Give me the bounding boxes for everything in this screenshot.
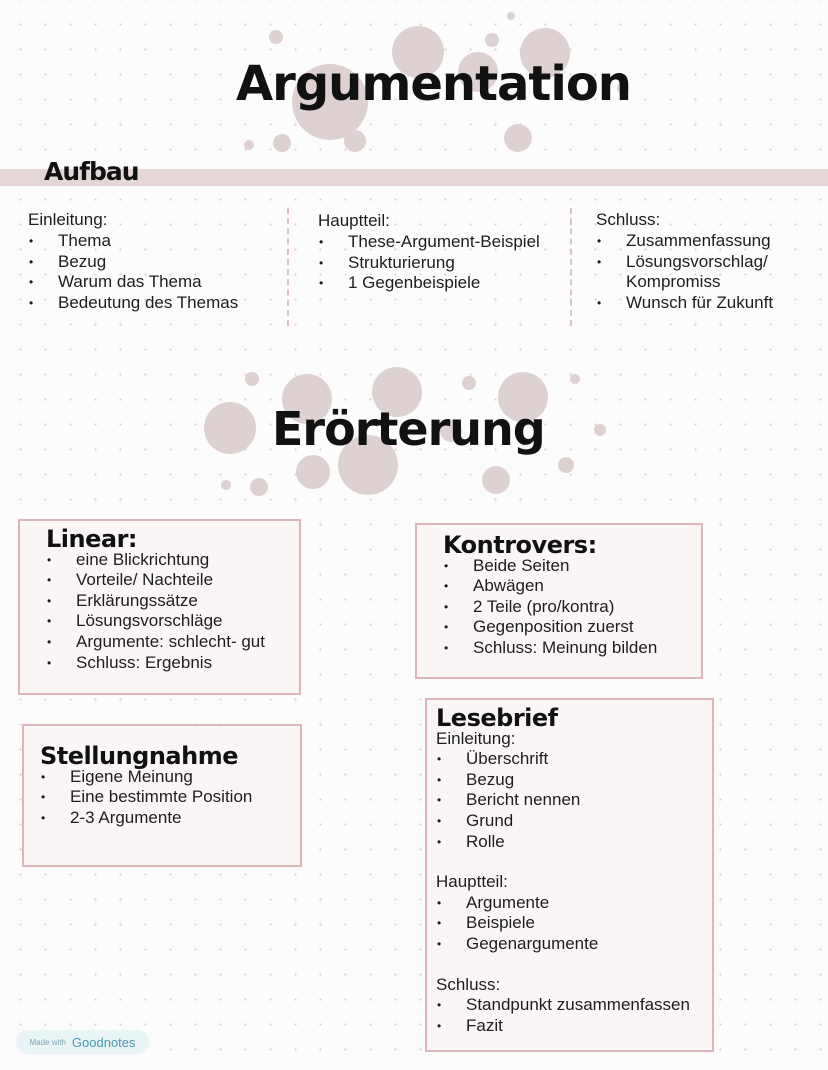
list-item: • Lösungsvorschläge bbox=[46, 611, 299, 632]
list-item: • Beispiele bbox=[436, 913, 712, 934]
goodnotes-badge bbox=[16, 1030, 149, 1054]
list-item: • Bericht nennen bbox=[436, 790, 712, 811]
decor-bubble bbox=[273, 134, 291, 152]
list-item: • Vorteile/ Nachteile bbox=[46, 570, 299, 591]
decor-bubble bbox=[250, 478, 268, 496]
list-item: • Zusammenfassung bbox=[596, 231, 796, 252]
list-item: • Bezug bbox=[436, 770, 712, 791]
box-title: Kontrovers: bbox=[443, 531, 597, 559]
aufbau-column-schluss bbox=[596, 210, 796, 314]
list-item: • Erklärungssätze bbox=[46, 591, 299, 612]
list-item: • 1 Gegenbeispiele bbox=[318, 273, 563, 294]
list-item: • Thema bbox=[28, 231, 278, 252]
decor-bubble bbox=[485, 33, 499, 47]
aufbau-heading: Aufbau bbox=[44, 157, 139, 186]
badge-brand: Goodnotes bbox=[71, 1034, 136, 1050]
list-item: • These-Argument-Beispiel bbox=[318, 232, 563, 253]
list-item: • Gegenargumente bbox=[436, 934, 712, 955]
list-item: • 2 Teile (pro/kontra) bbox=[443, 597, 701, 618]
list-item: • Grund bbox=[436, 811, 712, 832]
page-title: Argumentation bbox=[236, 56, 631, 112]
decor-bubble bbox=[204, 402, 256, 454]
kontrovers-box bbox=[415, 523, 703, 679]
list-item: • Schluss: Ergebnis bbox=[46, 653, 299, 674]
list-item: • Beide Seiten bbox=[443, 556, 701, 577]
aufbau-column-hauptteil bbox=[318, 211, 563, 294]
list-item: • 2-3 Argumente bbox=[40, 808, 300, 829]
column-label: Schluss: bbox=[596, 210, 661, 229]
decor-bubble bbox=[482, 466, 510, 494]
list-item: • Lösungsvorschlag/ Kompromiss bbox=[596, 252, 796, 294]
list-item: • Rolle bbox=[436, 832, 712, 853]
list-item: • Standpunkt zusammenfassen bbox=[436, 995, 712, 1016]
decor-bubble bbox=[221, 480, 231, 490]
list-item: • Strukturierung bbox=[318, 253, 563, 274]
section-title-eroerterung: Erörterung bbox=[272, 402, 545, 456]
lesebrief-box bbox=[425, 698, 714, 1052]
decor-bubble bbox=[570, 374, 580, 384]
list-item: • Abwägen bbox=[443, 576, 701, 597]
aufbau-column-einleitung bbox=[28, 210, 278, 314]
column-divider bbox=[570, 208, 572, 326]
decor-bubble bbox=[245, 372, 259, 386]
decor-bubble bbox=[296, 455, 330, 489]
decor-bubble bbox=[244, 140, 254, 150]
list-item: • Gegenposition zuerst bbox=[443, 617, 701, 638]
list-item: • eine Blickrichtung bbox=[46, 550, 299, 571]
section-label: Einleitung: bbox=[436, 728, 516, 748]
decor-bubble bbox=[344, 130, 366, 152]
list-item: • Argumente: schlecht- gut bbox=[46, 632, 299, 653]
column-divider bbox=[287, 208, 289, 326]
box-title: Stellungnahme bbox=[40, 742, 238, 770]
list-item: • Bezug bbox=[28, 252, 278, 273]
list-item: • Fazit bbox=[436, 1016, 712, 1037]
list-item: • Eigene Meinung bbox=[40, 767, 300, 788]
list-item: • Warum das Thema bbox=[28, 272, 278, 293]
decor-bubble bbox=[504, 124, 532, 152]
list-item: • Wunsch für Zukunft bbox=[596, 293, 796, 314]
decor-bubble bbox=[594, 424, 606, 436]
section-label: Schluss: bbox=[436, 974, 501, 994]
list-item: • Überschrift bbox=[436, 749, 712, 770]
decor-bubble bbox=[558, 457, 574, 473]
decor-bubble bbox=[269, 30, 283, 44]
section-label: Hauptteil: bbox=[436, 872, 508, 892]
box-title: Linear: bbox=[46, 525, 138, 553]
badge-prefix: Made with bbox=[29, 1037, 66, 1047]
list-item: • Eine bestimmte Position bbox=[40, 787, 300, 808]
linear-box bbox=[18, 519, 301, 695]
list-item: • Schluss: Meinung bilden bbox=[443, 638, 701, 659]
decor-bubble bbox=[462, 376, 476, 390]
list-item: • Argumente bbox=[436, 893, 712, 914]
box-title: Lesebrief bbox=[436, 704, 558, 732]
column-label: Einleitung: bbox=[28, 210, 108, 229]
decor-bubble bbox=[507, 12, 515, 20]
list-item: • Bedeutung des Themas bbox=[28, 293, 278, 314]
column-label: Hauptteil: bbox=[318, 211, 390, 230]
stellungnahme-box bbox=[22, 724, 302, 867]
